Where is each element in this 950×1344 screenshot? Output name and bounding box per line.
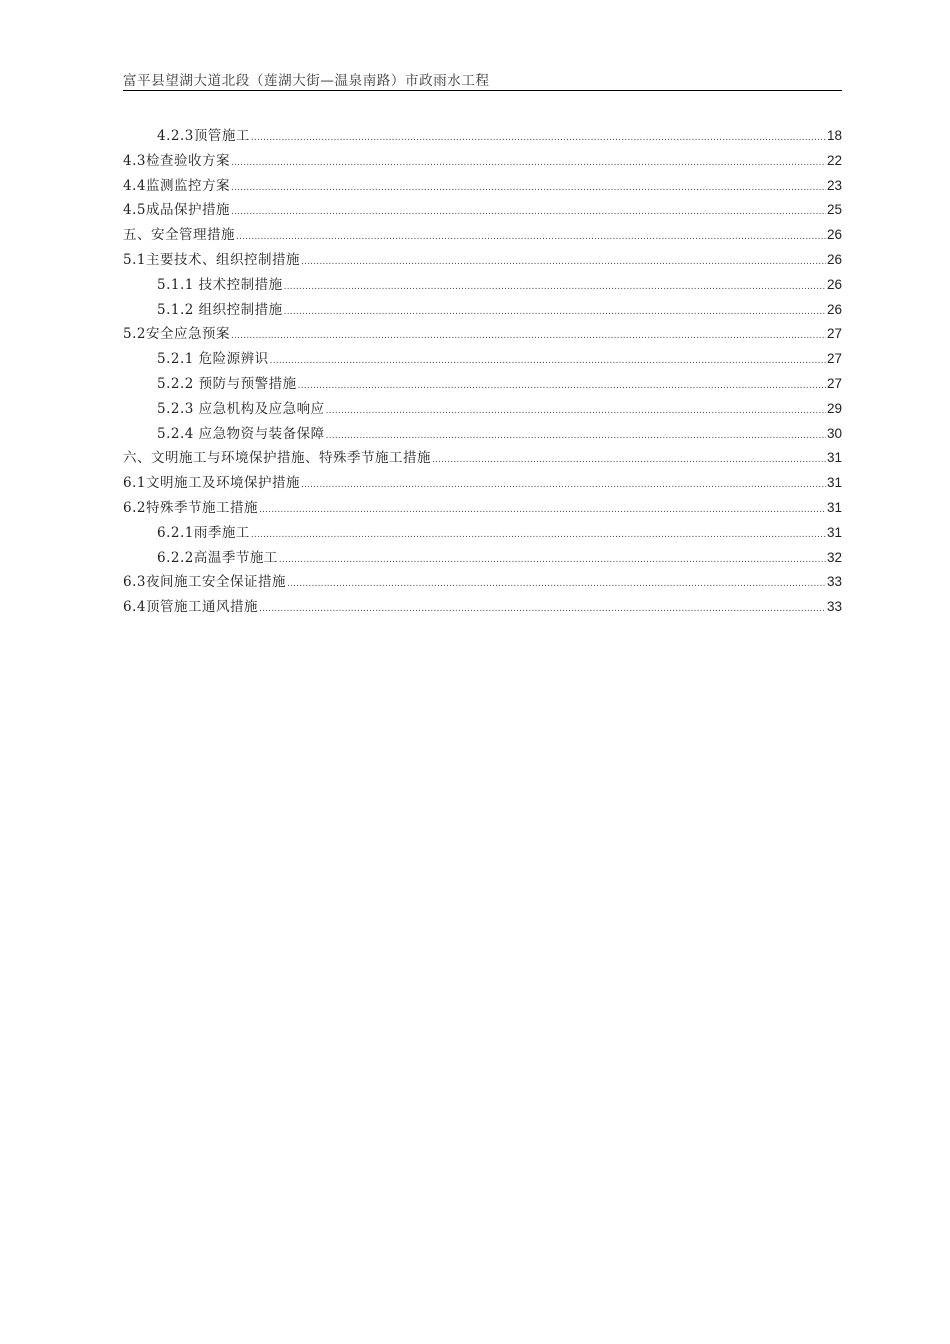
toc-entry[interactable]	[123, 546, 842, 571]
toc-entry-label: 6.1文明施工及环境保护措施	[123, 475, 300, 492]
toc-page-number: 26	[826, 227, 842, 243]
toc-entry[interactable]	[123, 149, 842, 174]
toc-leader-dots	[259, 604, 826, 614]
toc-entry-label: 4.3检查验收方案	[123, 152, 230, 169]
toc-page-number: 23	[826, 177, 842, 193]
toc-page-number: 27	[826, 375, 842, 391]
toc-page-number: 33	[826, 574, 842, 590]
toc-entry[interactable]	[123, 397, 842, 422]
toc-entry[interactable]	[123, 347, 842, 372]
toc-entry[interactable]	[123, 124, 842, 149]
toc-entry-label: 6.4顶管施工通风措施	[123, 599, 258, 616]
toc-leader-dots	[231, 331, 826, 341]
toc-page-number: 22	[826, 152, 842, 168]
toc-entry-label: 五、安全管理措施	[123, 227, 235, 244]
toc-leader-dots	[298, 381, 826, 391]
table-of-contents	[123, 124, 842, 620]
toc-entry[interactable]	[123, 496, 842, 521]
toc-leader-dots	[231, 207, 826, 217]
toc-leader-dots	[270, 356, 826, 366]
toc-page-number: 18	[826, 128, 842, 143]
toc-entry-label: 5.2.1 危险源辨识	[157, 351, 269, 368]
toc-entry[interactable]	[123, 322, 842, 347]
toc-page-number: 31	[826, 524, 842, 540]
toc-page-number: 27	[826, 326, 842, 342]
toc-leader-dots	[432, 455, 826, 465]
toc-entry-label: 5.2.4 应急物资与装备保障	[157, 425, 325, 442]
header-title: 富平县望湖大道北段（莲湖大街—温泉南路）市政雨水工程	[123, 73, 490, 89]
toc-entry[interactable]	[123, 521, 842, 546]
toc-page-number: 30	[826, 425, 842, 441]
toc-entry-label: 六、文明施工与环境保护措施、特殊季节施工措施	[123, 450, 431, 467]
toc-entry-label: 4.2.3顶管施工	[157, 128, 250, 144]
toc-page-number: 26	[826, 251, 842, 267]
toc-entry-label: 5.1.2 组织控制措施	[157, 301, 283, 318]
toc-entry[interactable]	[123, 595, 842, 620]
toc-leader-dots	[284, 307, 826, 317]
toc-leader-dots	[284, 282, 826, 292]
toc-leader-dots	[259, 505, 826, 515]
toc-page-number: 31	[826, 450, 842, 466]
toc-leader-dots	[326, 431, 826, 441]
toc-entry-label: 5.2安全应急预案	[123, 326, 230, 343]
toc-page-number: 27	[826, 351, 842, 367]
toc-entry[interactable]	[123, 273, 842, 298]
toc-entry-label: 5.2.2 预防与预警措施	[157, 375, 297, 392]
toc-leader-dots	[279, 555, 826, 565]
toc-leader-dots	[236, 232, 826, 242]
toc-entry-label: 6.3夜间施工安全保证措施	[123, 574, 286, 591]
toc-entry-label: 6.2特殊季节施工措施	[123, 499, 258, 516]
toc-leader-dots	[326, 406, 826, 416]
toc-page-number: 26	[826, 276, 842, 292]
toc-entry[interactable]	[123, 298, 842, 323]
toc-entry[interactable]	[123, 372, 842, 397]
toc-leader-dots	[301, 480, 826, 490]
toc-entry[interactable]	[123, 570, 842, 595]
toc-entry-label: 6.2.1雨季施工	[157, 524, 250, 541]
toc-entry-label: 5.1主要技术、组织控制措施	[123, 251, 300, 268]
toc-entry[interactable]	[123, 174, 842, 199]
toc-page-number: 29	[826, 400, 842, 416]
toc-leader-dots	[251, 133, 826, 143]
toc-page-number: 32	[826, 549, 842, 565]
toc-page-number: 26	[826, 301, 842, 317]
toc-leader-dots	[287, 579, 826, 589]
toc-leader-dots	[231, 183, 826, 193]
toc-entry[interactable]	[123, 446, 842, 471]
toc-page-number: 31	[826, 499, 842, 515]
toc-leader-dots	[231, 158, 826, 168]
running-header	[123, 68, 842, 91]
toc-entry[interactable]	[123, 198, 842, 223]
toc-page-number: 33	[826, 599, 842, 615]
toc-entry-label: 6.2.2高温季节施工	[157, 549, 278, 566]
toc-entry[interactable]	[123, 248, 842, 273]
toc-entry[interactable]	[123, 422, 842, 447]
toc-entry-label: 5.2.3 应急机构及应急响应	[157, 400, 325, 417]
toc-leader-dots	[251, 530, 826, 540]
toc-entry-label: 5.1.1 技术控制措施	[157, 276, 283, 293]
toc-entry[interactable]	[123, 223, 842, 248]
toc-entry-label: 4.4监测监控方案	[123, 177, 230, 194]
toc-page-number: 25	[826, 202, 842, 218]
toc-page-number: 31	[826, 475, 842, 491]
toc-entry[interactable]	[123, 471, 842, 496]
toc-leader-dots	[301, 257, 826, 267]
toc-entry-label: 4.5成品保护措施	[123, 202, 230, 219]
